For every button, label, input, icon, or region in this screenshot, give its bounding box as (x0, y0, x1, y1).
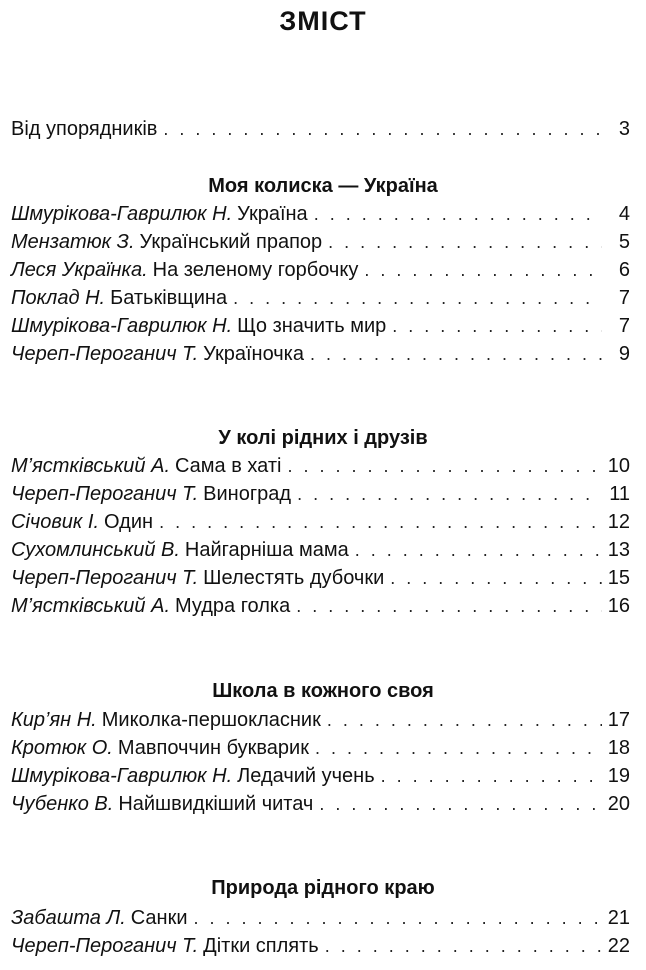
toc-page-number: 21 (607, 907, 630, 929)
section-heading: У колі рідних і друзів (218, 427, 428, 449)
toc-entry-title: Ледачий учень (237, 765, 375, 787)
toc-entry-title: Мавпоччин букварик (117, 737, 309, 759)
toc-entry (11, 480, 630, 508)
toc-entry-author: Чубенко В. (11, 793, 114, 815)
toc-entry (11, 312, 630, 340)
toc-entry-title: Найшвидкіший читач (118, 793, 314, 815)
toc-leader (381, 762, 602, 790)
toc-entry-title: Україночка (203, 343, 304, 365)
section-heading: Моя колиска — Україна (208, 175, 438, 197)
toc-entry-author: Поклад Н. (11, 287, 106, 309)
toc-entry (11, 200, 630, 228)
toc-entry (11, 115, 630, 143)
toc-entry (11, 508, 630, 536)
toc-leader (390, 564, 601, 592)
toc-leader (325, 932, 602, 960)
toc-entry (11, 734, 630, 762)
toc-leader (194, 904, 602, 932)
toc-leader (233, 284, 602, 312)
toc-entry-title: Найгарніша мама (184, 539, 349, 561)
toc-page-number: 22 (607, 935, 630, 957)
toc-entry-author: Шмурікова-Гаврилюк Н. (11, 765, 233, 787)
toc-entry (11, 592, 630, 620)
toc-entry (11, 904, 630, 932)
toc-entry-title: Мудра голка (175, 595, 291, 617)
toc-page-number: 20 (607, 793, 630, 815)
toc-entry-title: Батьківщина (110, 287, 228, 309)
toc-entry-title: Український прапор (139, 231, 323, 253)
toc-entry-title: Сама в хаті (175, 455, 282, 477)
toc-page-number: 17 (607, 709, 630, 731)
toc-leader (327, 706, 602, 734)
toc-entry-author: Забашта Л. (11, 907, 126, 929)
toc-entry (11, 284, 630, 312)
toc-entry-author: Шмурікова-Гаврилюк Н. (11, 315, 233, 337)
toc-page-number: 19 (607, 765, 630, 787)
toc-entry-title: Виноград (203, 483, 292, 505)
toc-entry-title: Один (104, 511, 154, 533)
toc-entry (11, 256, 630, 284)
toc-entry-title: Україна (237, 203, 308, 225)
toc-entry-title: На зеленому горбочку (152, 259, 359, 281)
toc-entry (11, 452, 630, 480)
toc-entry-author: М’ястківський А. (11, 595, 170, 617)
toc-entry (11, 932, 630, 960)
toc-leader (392, 312, 602, 340)
toc-entry (11, 790, 630, 818)
toc-page-number: 9 (618, 343, 630, 365)
toc-leader (364, 256, 602, 284)
toc-page-number: 13 (607, 539, 630, 561)
toc-entry-author: Кир’ян Н. (11, 709, 97, 731)
toc-entry-author: Січовик І. (11, 511, 100, 533)
toc-entry-author: Кротюк О. (11, 737, 113, 759)
toc-entry (11, 762, 630, 790)
section-heading: Природа рідного краю (211, 877, 435, 899)
toc-leader (296, 592, 602, 620)
toc-entry-title: Миколка-першокласник (101, 709, 321, 731)
toc-entry-author: Сухомлинський В. (11, 539, 180, 561)
toc-leader (159, 508, 602, 536)
toc-entry (11, 228, 630, 256)
toc-entry (11, 564, 630, 592)
toc-leader (163, 115, 602, 143)
section-heading: Школа в кожного своя (212, 680, 434, 702)
toc-leader (314, 200, 602, 228)
toc-entry-title: Санки (130, 907, 188, 929)
toc-page-number: 18 (607, 737, 630, 759)
toc-entry-author: Шмурікова-Гаврилюк Н. (11, 203, 233, 225)
toc-entry-author: Череп-Пероганич Т. (11, 567, 199, 589)
toc-page-number: 15 (607, 567, 630, 589)
toc-page-number: 4 (618, 203, 630, 225)
toc-entry (11, 706, 630, 734)
toc-entry-author: Леся Українка. (11, 259, 148, 281)
toc-page-number: 11 (609, 483, 630, 505)
toc-page-number: 7 (618, 287, 630, 309)
toc-leader (287, 452, 601, 480)
toc-entry-author: М’ястківський А. (11, 455, 170, 477)
toc-entry-title: Шелестять дубочки (203, 567, 385, 589)
toc-entry-title: Від упорядників (11, 118, 158, 140)
toc-page-number: 3 (618, 118, 630, 140)
toc-leader (319, 790, 601, 818)
toc-page-number: 7 (618, 315, 630, 337)
toc-page-number: 10 (607, 455, 630, 477)
toc-page-number: 12 (607, 511, 630, 533)
toc-leader (355, 536, 602, 564)
toc-entry-title: Що значить мир (237, 315, 387, 337)
toc-entry (11, 536, 630, 564)
toc-leader (315, 734, 602, 762)
toc-page-number: 5 (618, 231, 630, 253)
toc-page-number: 6 (618, 259, 630, 281)
toc-entry-author: Мензатюк З. (11, 231, 135, 253)
toc-leader (328, 228, 602, 256)
toc-entry-author: Череп-Пероганич Т. (11, 483, 199, 505)
toc-entry-author: Череп-Пероганич Т. (11, 343, 199, 365)
toc-leader (310, 340, 602, 368)
toc-entry-title: Дітки сплять (203, 935, 319, 957)
toc-entry-author: Череп-Пероганич Т. (11, 935, 199, 957)
page-title: ЗМІСТ (279, 6, 367, 36)
toc-page-number: 16 (607, 595, 630, 617)
toc-entry (11, 340, 630, 368)
toc-leader (297, 480, 602, 508)
